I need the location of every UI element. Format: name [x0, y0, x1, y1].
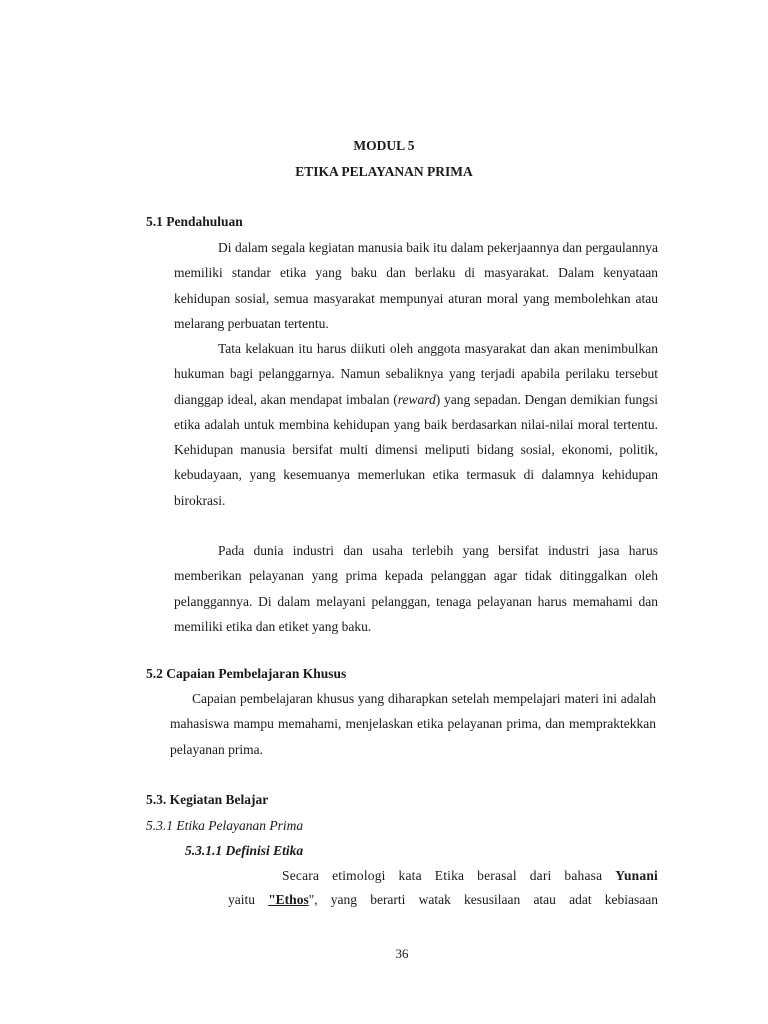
definition-text: ", yang berarti watak kesusilaan atau adat kebiasaan — [308, 892, 659, 907]
definition-line-2 — [228, 892, 658, 908]
subheading-etika-pelayanan: 5.3.1 Etika Pelayanan Prima — [146, 818, 304, 833]
paragraph-text: Capaian pembelajaran khusus yang diharapkan setelah mempelajari materi ini adalah mahasiswa mampu memahami, menjelaskan etika pelayanan prima, dan mempraktekkan pelayanan prima. — [170, 691, 656, 757]
paragraph-text: Pada dunia industri dan usaha terlebih yang bersifat industri jasa harus memberikan pelayanan yang prima kepada pelanggan agar tidak ditinggalkan oleh pelanggannya. Di dalam melayani pelanggan, tenaga pelayanan harus memahami dan memiliki etika dan etiket yang baku. — [174, 543, 658, 634]
yunani-term: Yunani — [615, 868, 658, 883]
definition-prefix: yaitu — [228, 892, 255, 907]
paragraph-capaian — [170, 686, 656, 762]
paragraph-text-start: Tata kelakuan itu harus diikuti oleh anggota masyarakat dan akan menimbulkan hukuman bagi pelanggarnya. Namun sebaliknya yang terjadi apabila perilaku tersebut dianggap ideal, akan mendapat imbalan ( — [174, 341, 658, 407]
page-number: 36 — [395, 946, 409, 961]
definition-text: Secara etimologi kata Etika berasal dari bahasa — [282, 868, 603, 883]
paragraph-text-end: ) yang sepadan. Dengan demikian fungsi etika adalah untuk membina kehidupan yang baik berdasarkan nilai-nilai moral tertentu. Kehidupan manusia bersifat multi dimensi meliputi bidang sosial, ekonomi, politik, kebudayaan, yang kesemuanya memerlukan etika termasuk di dalamnya kehidupan birokrasi. — [174, 391, 658, 508]
reward-term: reward — [397, 391, 436, 407]
module-title: MODUL 5 — [353, 138, 415, 153]
paragraph-pendahuluan-3 — [174, 538, 658, 639]
section-heading-pendahuluan: 5.1 Pendahuluan — [146, 214, 243, 229]
section-heading-kegiatan: 5.3. Kegiatan Belajar — [146, 792, 269, 807]
paragraph-pendahuluan-2 — [174, 336, 658, 513]
paragraph-pendahuluan-1 — [174, 235, 658, 336]
ethos-term: "Ethos — [268, 892, 309, 907]
definition-line-1 — [282, 868, 658, 884]
module-subject: ETIKA PELAYANAN PRIMA — [295, 164, 473, 179]
section-heading-capaian: 5.2 Capaian Pembelajaran Khusus — [146, 666, 347, 681]
paragraph-text: Di dalam segala kegiatan manusia baik itu dalam pekerjaannya dan pergaulannya memiliki standar etika yang baku dan berlaku di masyarakat. Dalam kenyataan kehidupan sosial, semua masyarakat mempunyai aturan moral yang membolehkan atau melarang perbuatan tertentu. — [174, 240, 658, 331]
subsubheading-definisi-etika: 5.3.1.1 Definisi Etika — [185, 843, 304, 858]
